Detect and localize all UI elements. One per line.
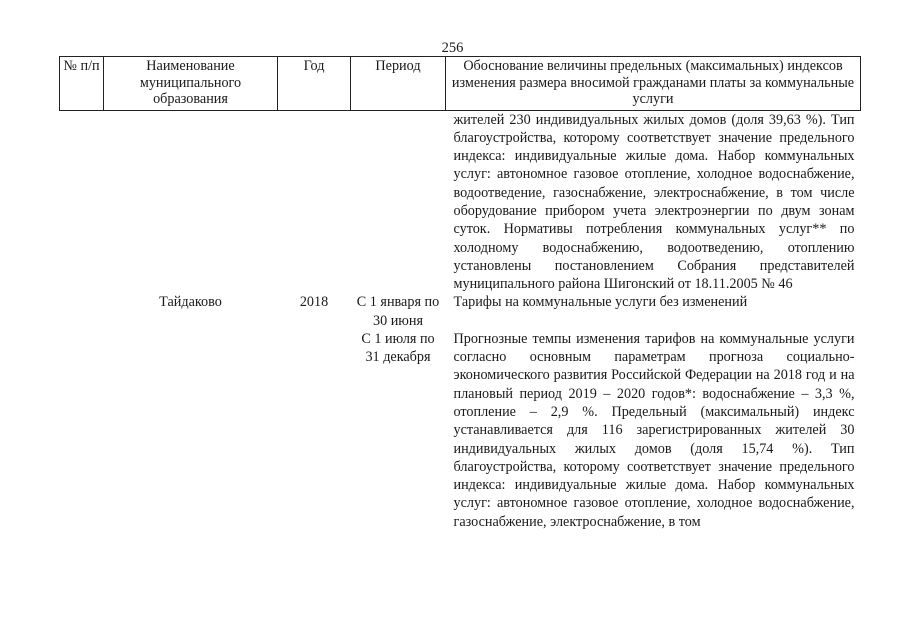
table-header bbox=[60, 57, 861, 111]
year-cell: 2018 bbox=[299, 294, 329, 311]
period-cell bbox=[351, 293, 446, 531]
header-name: Наименование муниципального образования bbox=[104, 57, 278, 111]
justification-cell bbox=[446, 293, 861, 531]
cell-num-empty bbox=[60, 110, 104, 293]
cell-num bbox=[60, 293, 104, 531]
table-header-row bbox=[60, 57, 861, 111]
indices-table bbox=[59, 56, 861, 531]
header-justification: Обоснование величины предельных (максимальных) индексов изменения размера вносимой гражданами платы за коммунальные услуги bbox=[446, 57, 861, 111]
justification-first-half: Тарифы на коммунальные услуги без изменений bbox=[453, 294, 748, 311]
cell-year-empty bbox=[278, 110, 351, 293]
period-second-half: С 1 июля по 31 декабря bbox=[361, 331, 435, 366]
header-year: Год bbox=[278, 57, 351, 111]
continuation-text: жителей 230 индивидуальных жилых домов (доля 39,63 %). Тип благоустройства, которому соответствует значение предельного индекса: индивидуальные жилые дома. Набор коммунальных услуг: автономное газовое отопление, холодное водоснабжение, водоотведение, газоснабжение, электроснабжение, в том числе оборудование прибором учета электроэнергии по двум зонам суток. Нормативы потребления коммунальных услуг** по холодному водоснабжению, водоотведению, отоплению установлены постановлением Собрания представителей муниципального района Шигонский от 18.11.2005 № 46 bbox=[453, 111, 855, 293]
municipality-name: Тайдаково bbox=[159, 294, 222, 311]
table-row-continuation bbox=[60, 110, 861, 293]
justification-second-half: Прогнозные темпы изменения тарифов на коммунальные услуги согласно основным параметрам прогноза социально-экономического развития Российской Федерации на 2018 год и на плановый период 2019 – 2020 годов*: водоснабжение – 3,3 %, отопление – 2,9 %. Предельный (максимальный) индекс устанавливается для 116 зарегистрированных жителей 30 индивидуальных жилых домов (доля 15,74 %). Тип благоустройства, которому соответствует значение предельного индекса: индивидуальные жилые дома. Набор коммунальных услуг: автономное газовое отопление, холодное водоснабжение, газоснабжение, электроснабжение, в том bbox=[453, 330, 855, 530]
cell-name-empty bbox=[104, 110, 278, 293]
header-period: Период bbox=[351, 57, 446, 111]
cell-period-empty bbox=[351, 110, 446, 293]
table-row-taidakovo bbox=[60, 293, 861, 531]
justification-spacer bbox=[454, 312, 855, 330]
period-first-half: С 1 января по 30 июня bbox=[356, 294, 440, 329]
table-body bbox=[60, 110, 861, 531]
header-num: № п/п bbox=[60, 57, 104, 111]
page-number: 256 bbox=[441, 40, 464, 56]
